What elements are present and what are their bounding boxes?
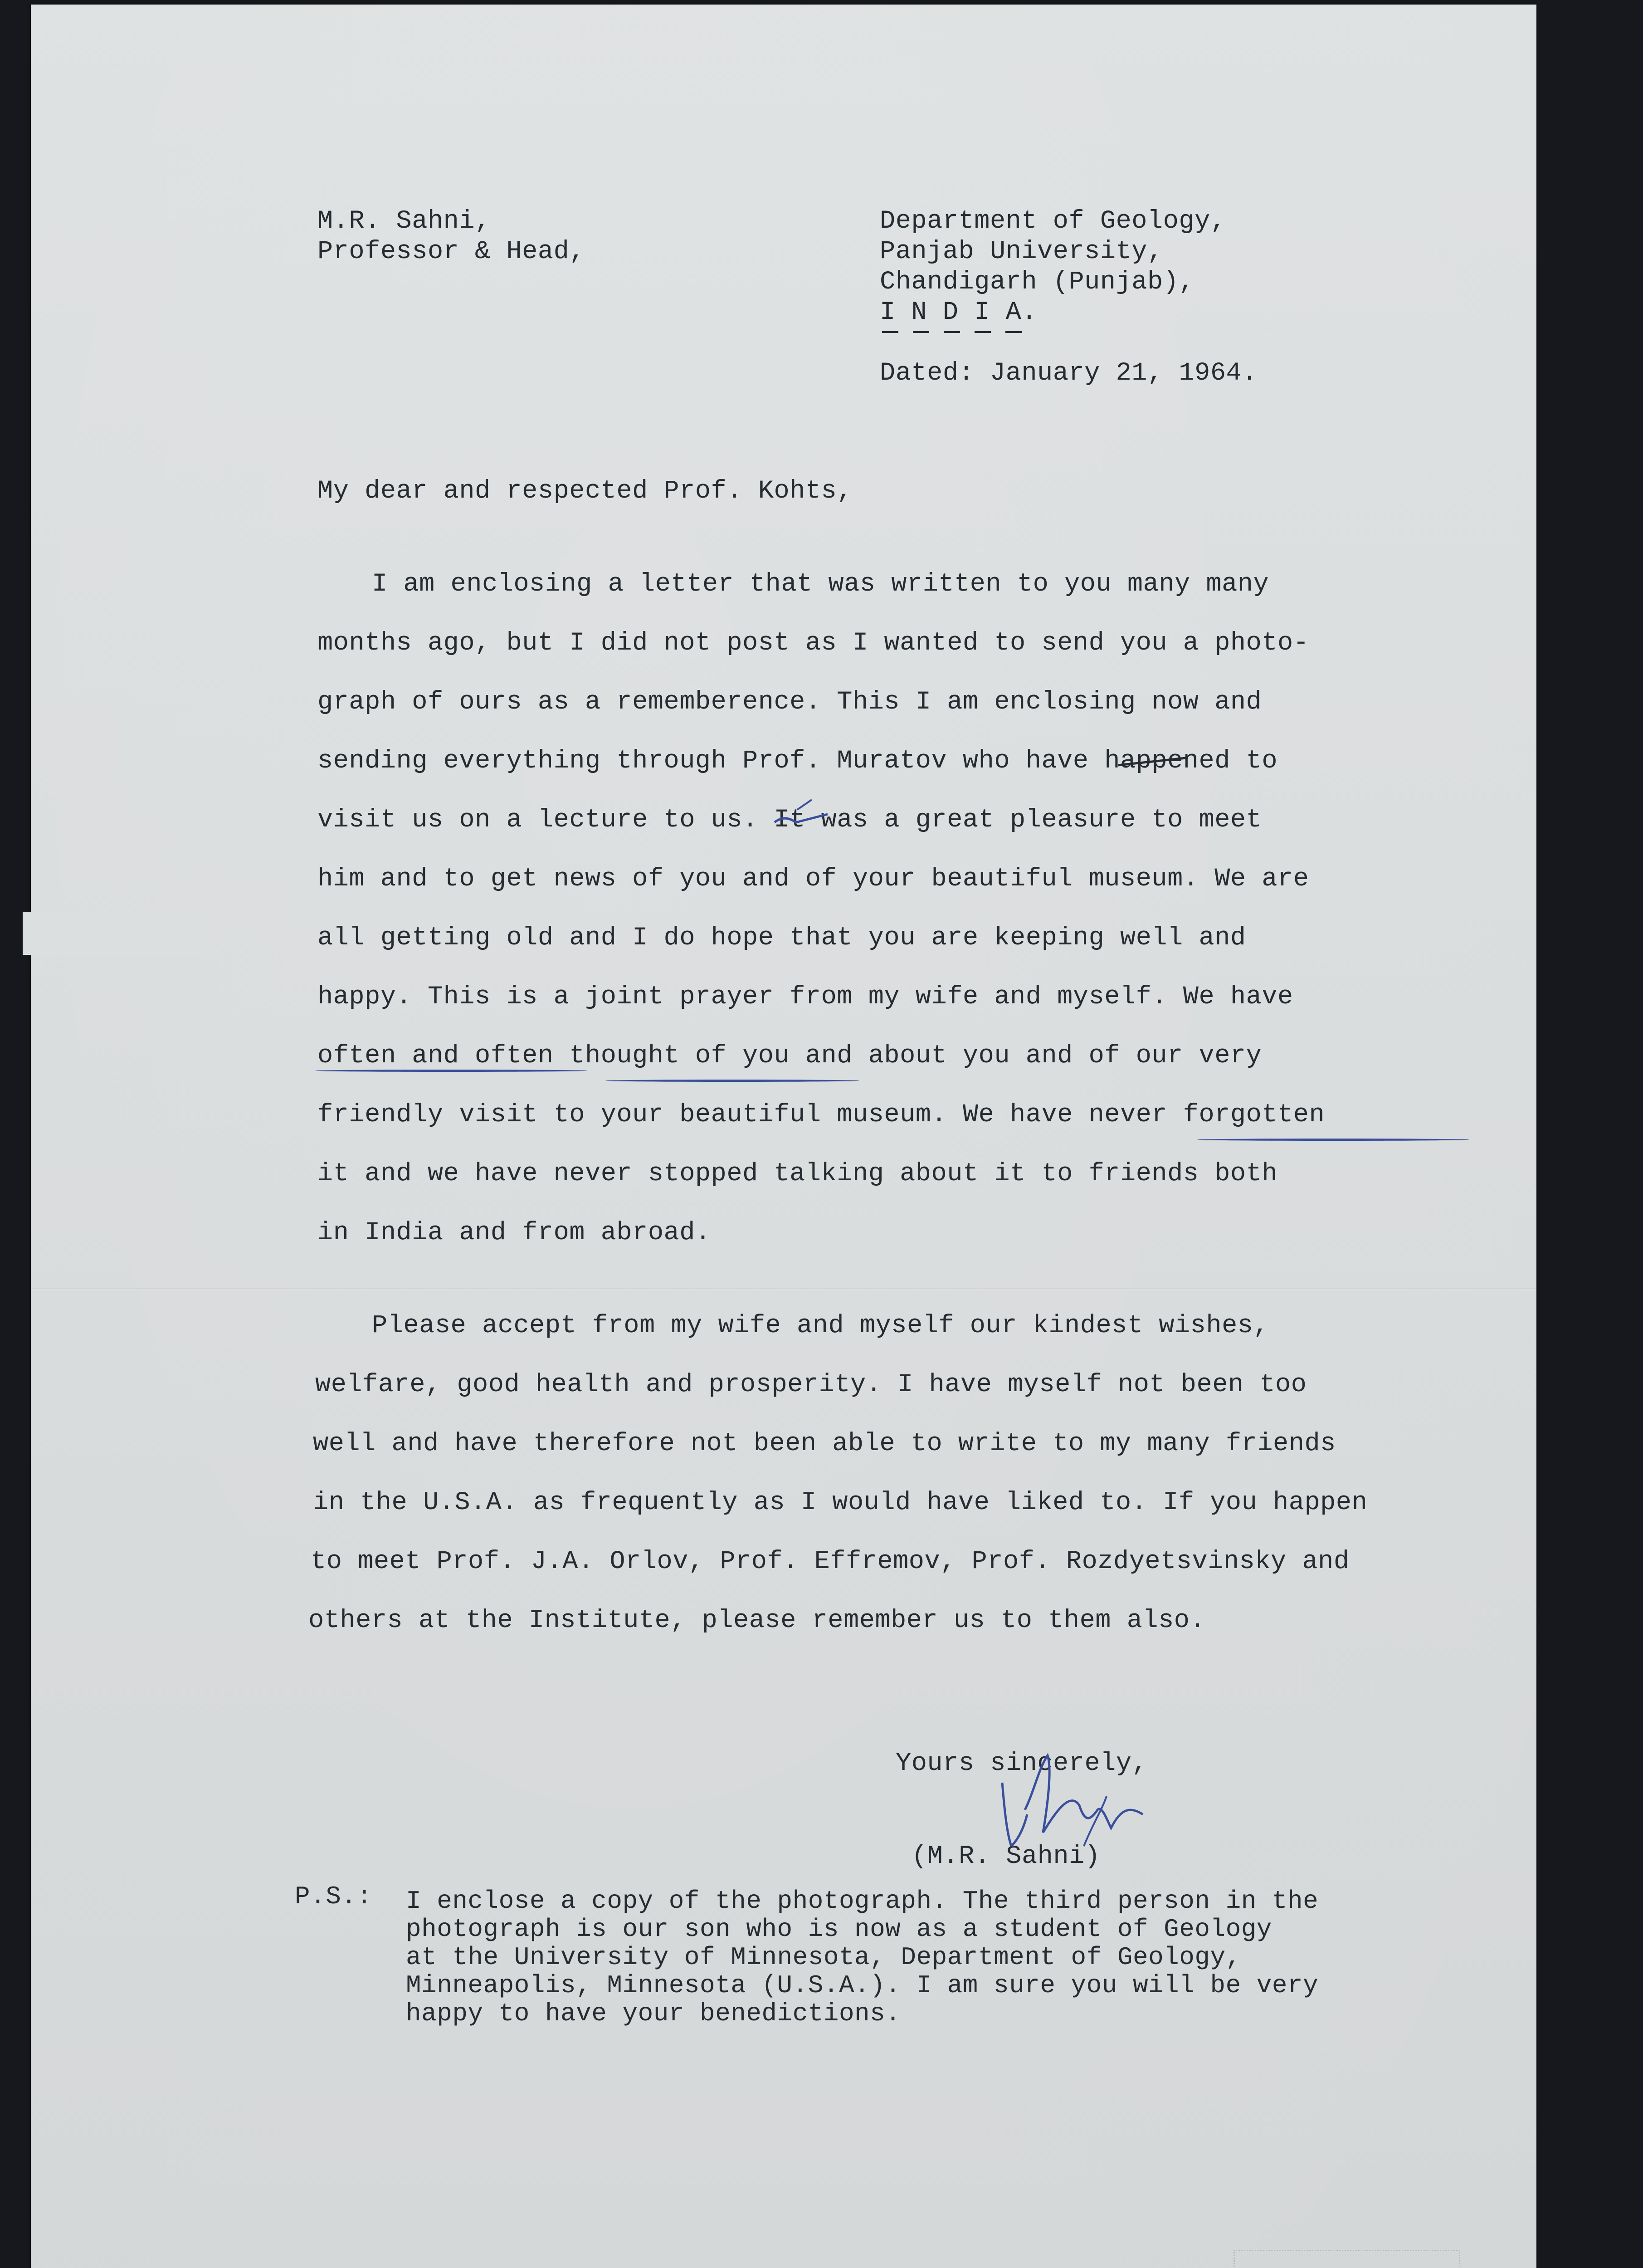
sender-title: Professor & Head,	[317, 237, 585, 266]
address-line-2: Panjab University,	[880, 237, 1163, 266]
paragraph-1-line: happy. This is a joint prayer from my wife and myself. We have	[317, 982, 1293, 1012]
paragraph-2-line: well and have therefore not been able to write to my many friends	[313, 1429, 1336, 1458]
salutation: My dear and respected Prof. Kohts,	[317, 477, 853, 506]
typed-signature-name: (M.R. Sahni)	[912, 1842, 1101, 1871]
archive-stamp	[1233, 2250, 1460, 2268]
paragraph-2-line: to meet Prof. J.A. Orlov, Prof. Effremov, Prof. Rozdyetsvinsky and	[311, 1547, 1350, 1576]
paragraph-1-line: friendly visit to your beautiful museum. We have never forgotten	[317, 1100, 1325, 1129]
paragraph-2-line: in the U.S.A. as frequently as I would have liked to. If you happen	[313, 1488, 1368, 1517]
address-line-1: Department of Geology,	[880, 207, 1226, 236]
address-line-3: Chandigarh (Punjab),	[880, 268, 1195, 297]
sender-name: M.R. Sahni,	[317, 207, 491, 236]
paper-tab	[23, 912, 200, 955]
pen-underline	[315, 1070, 587, 1072]
paragraph-2-line: Please accept from my wife and myself our kindest wishes,	[372, 1311, 1269, 1340]
paragraph-1-line: months ago, but I did not post as I wanted to send you a photo-	[317, 629, 1309, 658]
ps-line: Minneapolis, Minnesota (U.S.A.). I am sure you will be very	[406, 1971, 1319, 2000]
paragraph-1-line: often and often thought of you and about you and of our very	[317, 1041, 1262, 1070]
paragraph-1-line: in India and from abroad.	[317, 1218, 711, 1247]
paragraph-1-line: him and to get news of you and of your beautiful museum. We are	[317, 865, 1309, 894]
country-underline	[944, 331, 960, 333]
pen-underline	[605, 1080, 859, 1082]
country-underline	[913, 331, 929, 333]
country-underline	[975, 331, 991, 333]
pen-underline	[1197, 1139, 1469, 1141]
country-underline	[1005, 331, 1022, 333]
ps-line: photograph is our son who is now as a student of Geology	[406, 1915, 1272, 1944]
ps-line: happy to have your benedictions.	[406, 1999, 901, 2028]
country-underline	[882, 331, 898, 333]
pen-strikethrough-marks	[753, 746, 1388, 855]
paragraph-1-line: all getting old and I do hope that you are keeping well and	[317, 924, 1246, 953]
fold-line	[31, 1288, 1536, 1290]
ps-label: P.S.:	[295, 1882, 372, 1911]
paragraph-1-line: it and we have never stopped talking about it to friends both	[317, 1159, 1278, 1188]
paragraph-1-line: sending everything through Prof. Muratov who have happened to	[317, 747, 1278, 776]
paragraph-2-line: others at the Institute, please remember us to them also.	[308, 1606, 1206, 1635]
ps-line: I enclose a copy of the photograph. The third person in the	[406, 1887, 1319, 1916]
handwritten-signature	[993, 1742, 1156, 1860]
paragraph-1-line: I am enclosing a letter that was written to you many many	[372, 570, 1269, 599]
paragraph-1-line: graph of ours as a rememberence. This I am enclosing now and	[317, 688, 1262, 717]
address-line-4: I N D I A.	[880, 298, 1038, 327]
ps-line: at the University of Minnesota, Department of Geology,	[406, 1943, 1241, 1972]
letter-date: Dated: January 21, 1964.	[880, 359, 1258, 388]
closing: Yours sincerely,	[896, 1749, 1148, 1778]
paragraph-1-line: visit us on a lecture to us. It was a great pleasure to meet	[317, 806, 1262, 835]
paragraph-2-line: welfare, good health and prosperity. I have myself not been too	[315, 1370, 1307, 1399]
